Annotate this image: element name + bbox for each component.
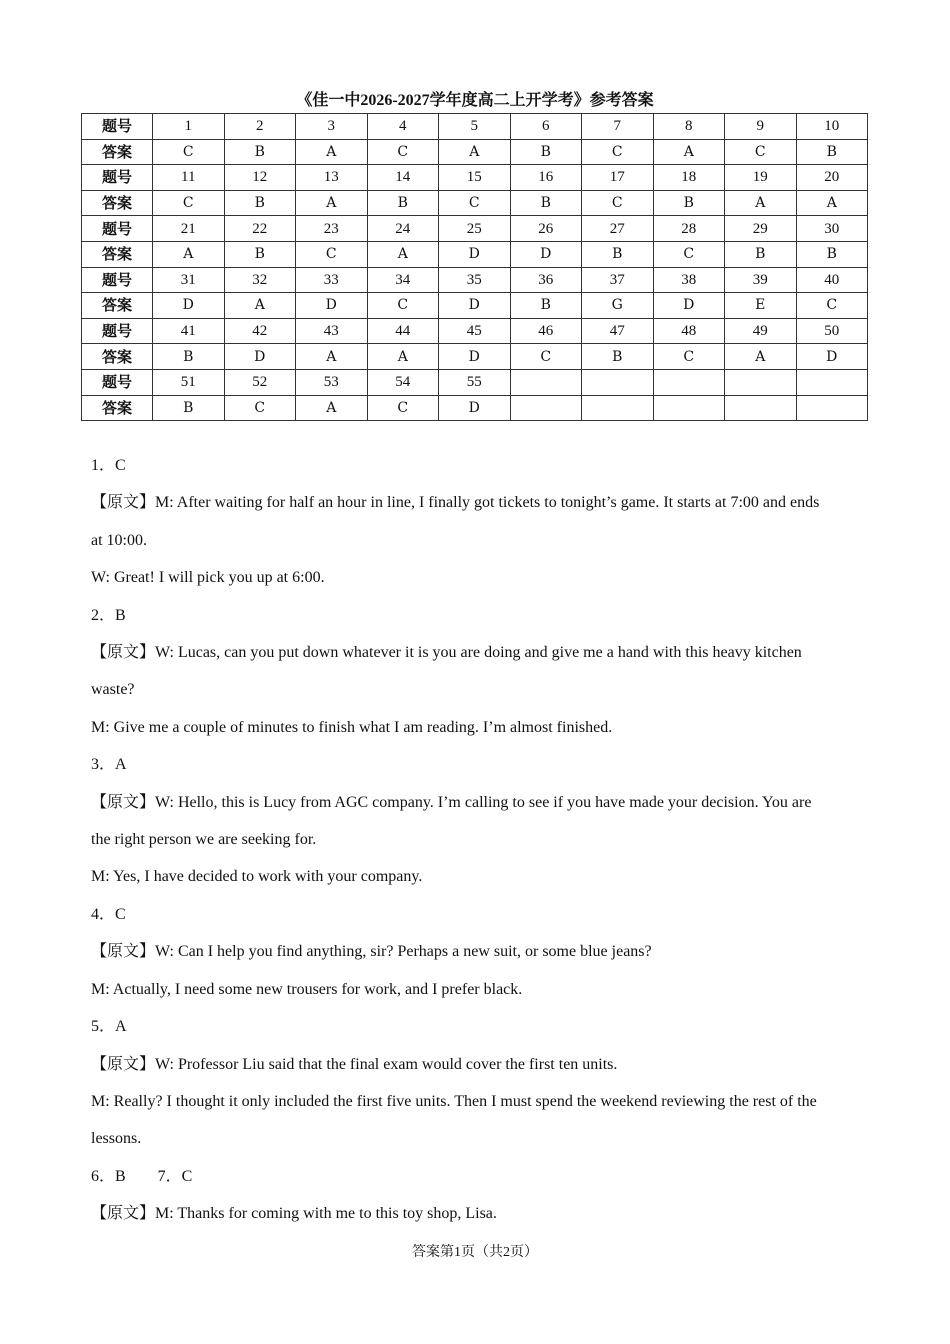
answer-label-cell: 答案 — [82, 344, 153, 370]
text-line: 【原文】M: Thanks for coming with me to this toy shop, Lisa. — [91, 1205, 497, 1223]
answer-cell: B — [582, 241, 654, 267]
answer-cell: C — [725, 139, 797, 165]
answer-cell: D — [153, 293, 225, 319]
answer-cell: A — [224, 293, 296, 319]
answer-cell — [796, 395, 868, 421]
question-number-cell: 32 — [224, 267, 296, 293]
question-number-cell: 26 — [510, 216, 582, 242]
answer-cell: A — [725, 190, 797, 216]
answer-cell — [510, 395, 582, 421]
question-number-cell: 28 — [653, 216, 725, 242]
text-line: 【原文】M: After waiting for half an hour in line, I finally got tickets to tonight’s game. It starts at 7:00 and ends — [91, 494, 820, 512]
text-line: 【原文】W: Hello, this is Lucy from AGC company. I’m calling to see if you have made your decision. You are — [91, 793, 812, 811]
text-line: at 10:00. — [91, 531, 147, 549]
question-number-cell: 27 — [582, 216, 654, 242]
question-label-cell: 题号 — [82, 318, 153, 344]
question-number-cell: 22 — [224, 216, 296, 242]
answer-cell: D — [796, 344, 868, 370]
question-label-cell: 题号 — [82, 165, 153, 191]
question-number-cell: 21 — [153, 216, 225, 242]
text-line: 【原文】W: Professor Liu said that the final exam would cover the first ten units. — [91, 1055, 618, 1073]
answer-cell: B — [153, 344, 225, 370]
question-number-cell: 4 — [367, 114, 439, 140]
answer-cell: A — [725, 344, 797, 370]
text-line: 4．C — [91, 905, 126, 923]
answer-cell: B — [653, 190, 725, 216]
question-number-cell: 53 — [296, 369, 368, 395]
question-number-cell: 15 — [439, 165, 511, 191]
text-line: 2．B — [91, 606, 126, 624]
question-number-cell: 41 — [153, 318, 225, 344]
answer-cell: A — [296, 395, 368, 421]
answer-cell: A — [367, 241, 439, 267]
question-number-cell: 1 — [153, 114, 225, 140]
question-number-cell: 18 — [653, 165, 725, 191]
question-number-cell: 35 — [439, 267, 511, 293]
question-number-row — [82, 114, 868, 140]
answer-cell: C — [367, 293, 439, 319]
answer-cell: B — [510, 190, 582, 216]
answer-cell: D — [653, 293, 725, 319]
question-number-cell: 34 — [367, 267, 439, 293]
answer-cell: B — [224, 241, 296, 267]
answer-cell: A — [296, 190, 368, 216]
answer-cell: D — [296, 293, 368, 319]
answer-label-cell: 答案 — [82, 293, 153, 319]
answer-label-cell: 答案 — [82, 395, 153, 421]
answer-cell: C — [653, 344, 725, 370]
listening-transcript — [91, 447, 866, 1233]
question-number-cell: 42 — [224, 318, 296, 344]
question-number-cell: 43 — [296, 318, 368, 344]
question-number-cell: 9 — [725, 114, 797, 140]
answer-cell: B — [725, 241, 797, 267]
answer-cell: D — [510, 241, 582, 267]
question-number-cell: 30 — [796, 216, 868, 242]
text-line: 【原文】W: Can I help you find anything, sir? Perhaps a new suit, or some blue jeans? — [91, 943, 652, 961]
text-line: lessons. — [91, 1130, 142, 1148]
question-number-cell: 3 — [296, 114, 368, 140]
question-number-row — [82, 267, 868, 293]
question-number-cell: 17 — [582, 165, 654, 191]
answer-cell: C — [582, 139, 654, 165]
answer-cell: D — [439, 293, 511, 319]
answer-cell: G — [582, 293, 654, 319]
answer-cell: C — [653, 241, 725, 267]
answer-cell: D — [439, 241, 511, 267]
answer-cell: C — [367, 395, 439, 421]
answer-cell: C — [510, 344, 582, 370]
answer-cell: A — [439, 139, 511, 165]
answer-cell: B — [510, 139, 582, 165]
answer-table — [81, 113, 868, 421]
question-number-cell: 11 — [153, 165, 225, 191]
question-label-cell: 题号 — [82, 216, 153, 242]
question-number-cell: 54 — [367, 369, 439, 395]
question-number-cell: 6 — [510, 114, 582, 140]
answer-cell: C — [153, 190, 225, 216]
question-number-cell: 37 — [582, 267, 654, 293]
question-number-cell — [582, 369, 654, 395]
question-number-cell: 47 — [582, 318, 654, 344]
document-title: 《佳一中2026-2027学年度高二上开学考》参考答案 — [296, 92, 654, 109]
answer-cell: A — [153, 241, 225, 267]
answer-cell: C — [439, 190, 511, 216]
question-number-cell: 31 — [153, 267, 225, 293]
question-number-cell: 29 — [725, 216, 797, 242]
question-number-row — [82, 318, 868, 344]
answer-cell: E — [725, 293, 797, 319]
answer-cell: C — [367, 139, 439, 165]
answer-cell: B — [367, 190, 439, 216]
text-line: M: Yes, I have decided to work with your company. — [91, 868, 423, 886]
text-line: 6．B 7．C — [91, 1167, 193, 1185]
text-line: 3．A — [91, 756, 127, 774]
question-number-cell — [725, 369, 797, 395]
answer-cell: D — [224, 344, 296, 370]
text-line: W: Great! I will pick you up at 6:00. — [91, 569, 325, 587]
text-line: waste? — [91, 681, 135, 699]
question-number-cell: 7 — [582, 114, 654, 140]
question-number-cell: 55 — [439, 369, 511, 395]
answer-cell: C — [582, 190, 654, 216]
answer-cell — [725, 395, 797, 421]
answer-row — [82, 293, 868, 319]
question-number-cell: 39 — [725, 267, 797, 293]
question-number-cell: 8 — [653, 114, 725, 140]
question-number-cell: 48 — [653, 318, 725, 344]
answer-cell: B — [796, 241, 868, 267]
question-number-cell: 23 — [296, 216, 368, 242]
question-label-cell: 题号 — [82, 369, 153, 395]
question-number-cell: 33 — [296, 267, 368, 293]
question-number-cell: 20 — [796, 165, 868, 191]
answer-cell: B — [224, 139, 296, 165]
question-number-cell: 40 — [796, 267, 868, 293]
answer-cell: B — [153, 395, 225, 421]
question-number-cell — [653, 369, 725, 395]
answer-cell: C — [796, 293, 868, 319]
text-line: M: Actually, I need some new trousers for work, and I prefer black. — [91, 980, 523, 998]
question-number-cell: 50 — [796, 318, 868, 344]
text-line: the right person we are seeking for. — [91, 831, 317, 849]
answer-row — [82, 139, 868, 165]
answer-cell: A — [296, 344, 368, 370]
answer-label-cell: 答案 — [82, 241, 153, 267]
answer-label-cell: 答案 — [82, 190, 153, 216]
answer-cell — [582, 395, 654, 421]
answer-cell: C — [153, 139, 225, 165]
question-number-cell: 19 — [725, 165, 797, 191]
question-number-cell: 38 — [653, 267, 725, 293]
question-number-cell: 14 — [367, 165, 439, 191]
answer-cell: A — [367, 344, 439, 370]
answer-row — [82, 241, 868, 267]
question-number-cell: 12 — [224, 165, 296, 191]
text-line: M: Really? I thought it only included the first five units. Then I must spend the weekend reviewing the rest of the — [91, 1092, 817, 1110]
question-number-cell: 2 — [224, 114, 296, 140]
text-line: 1．C — [91, 457, 126, 474]
answer-cell: B — [510, 293, 582, 319]
question-label-cell: 题号 — [82, 267, 153, 293]
question-number-row — [82, 165, 868, 191]
question-number-cell: 49 — [725, 318, 797, 344]
question-number-cell: 51 — [153, 369, 225, 395]
question-number-cell — [510, 369, 582, 395]
answer-cell: D — [439, 344, 511, 370]
page-footer: 答案第1页（共2页） — [412, 1245, 538, 1260]
question-number-cell — [796, 369, 868, 395]
question-number-cell: 25 — [439, 216, 511, 242]
question-number-cell: 44 — [367, 318, 439, 344]
question-label-cell: 题号 — [82, 114, 153, 140]
question-number-cell: 16 — [510, 165, 582, 191]
answer-cell: A — [796, 190, 868, 216]
text-line: M: Give me a couple of minutes to finish what I am reading. I’m almost finished. — [91, 718, 613, 736]
question-number-cell: 5 — [439, 114, 511, 140]
question-number-row — [82, 216, 868, 242]
answer-cell: B — [796, 139, 868, 165]
question-number-cell: 10 — [796, 114, 868, 140]
answer-row — [82, 344, 868, 370]
question-number-cell: 13 — [296, 165, 368, 191]
answer-cell: A — [653, 139, 725, 165]
answer-cell: A — [296, 139, 368, 165]
answer-cell — [653, 395, 725, 421]
text-line: 【原文】W: Lucas, can you put down whatever it is you are doing and give me a hand with this heavy kitchen — [91, 644, 802, 662]
answer-cell: B — [582, 344, 654, 370]
answer-row — [82, 190, 868, 216]
question-number-cell: 46 — [510, 318, 582, 344]
question-number-cell: 36 — [510, 267, 582, 293]
text-line: 5．A — [91, 1018, 127, 1036]
question-number-cell: 52 — [224, 369, 296, 395]
question-number-row — [82, 369, 868, 395]
answer-cell: D — [439, 395, 511, 421]
answer-row — [82, 395, 868, 421]
answer-label-cell: 答案 — [82, 139, 153, 165]
question-number-cell: 45 — [439, 318, 511, 344]
answer-cell: B — [224, 190, 296, 216]
answer-cell: C — [224, 395, 296, 421]
answer-cell: C — [296, 241, 368, 267]
question-number-cell: 24 — [367, 216, 439, 242]
